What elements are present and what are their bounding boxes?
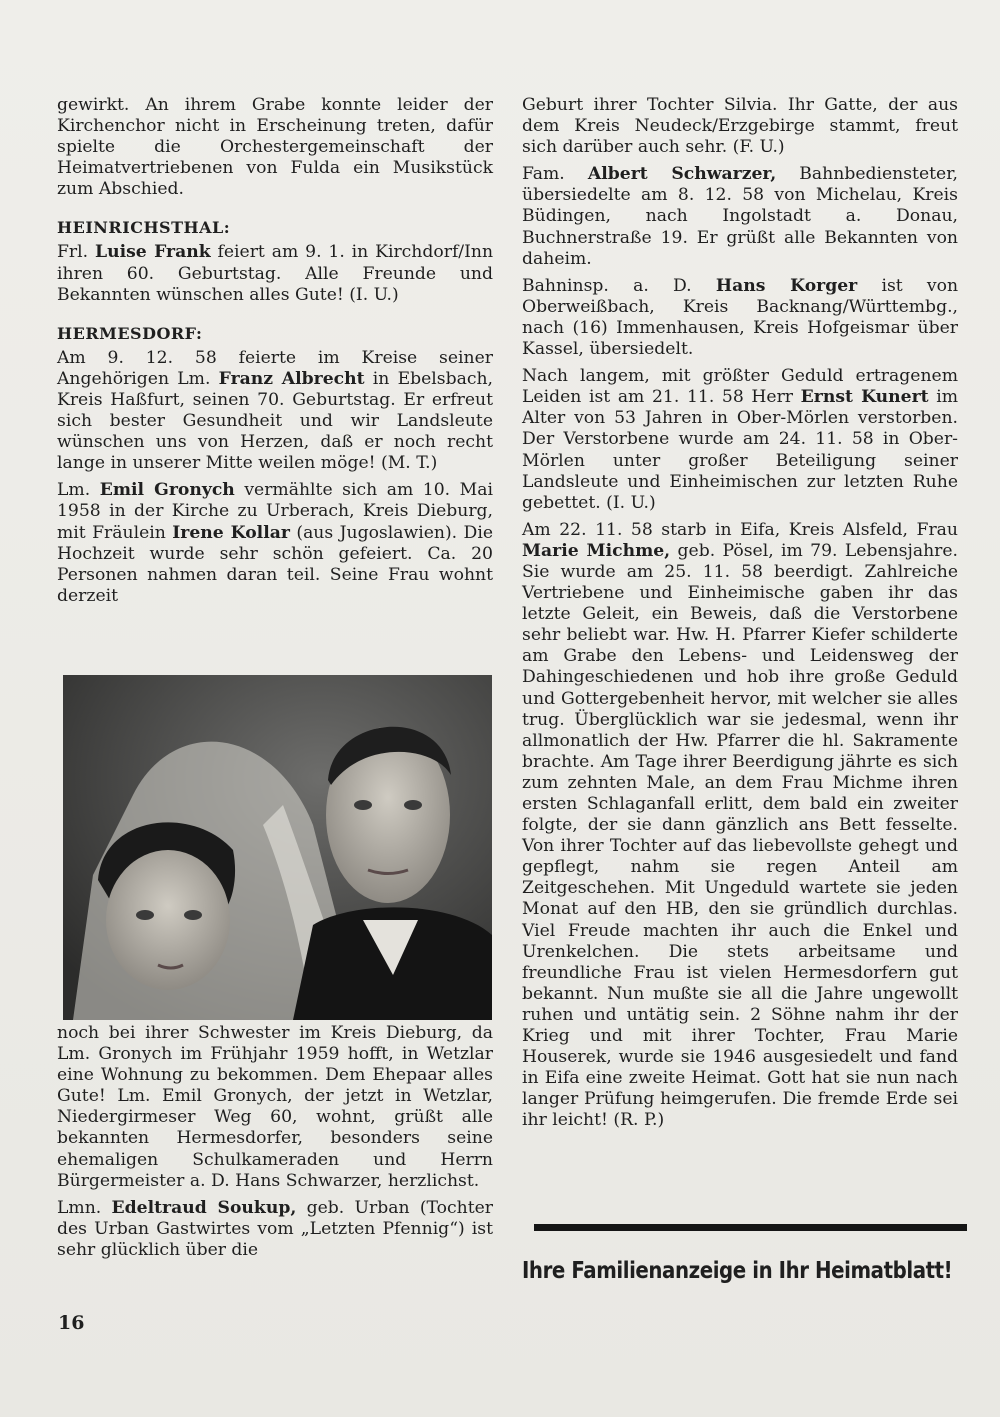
left-column xyxy=(57,95,493,613)
notice-franz-albrecht xyxy=(57,348,493,475)
notice-text: feiert am 9. 1. in Kirchdorf/Inn ihren 60. Geburtstag. Alle Freunde und Bekannten wünschen alles Gute! (I. U.) xyxy=(57,242,494,305)
divider-rule xyxy=(534,1224,967,1231)
wedding-photo xyxy=(63,675,492,1020)
section-heading-heinrichsthal: HEINRICHSTHAL: xyxy=(57,218,231,238)
notice-ernst-kunert xyxy=(522,366,958,514)
left-column-continued xyxy=(57,1023,493,1267)
person-name: Emil Gronych xyxy=(99,480,235,501)
section-heading-hermesdorf: HERMESDORF: xyxy=(57,323,203,343)
person-name: Franz Albrecht xyxy=(218,368,365,389)
person-name: Albert Schwarzer, xyxy=(587,164,777,185)
notice-hans-korger xyxy=(522,276,958,360)
notice-prefix: Am 22. 11. 58 starb in Eifa, Kreis Alsfeld, Frau xyxy=(522,519,958,540)
person-name: Luise Frank xyxy=(95,242,211,263)
notice-prefix: Nach langem, mit größter Geduld ertragenem Leiden ist am 21. 11. 58 Herr xyxy=(522,366,958,408)
page-number: 16 xyxy=(58,1312,85,1334)
notice-silvia-birth: Geburt ihrer Tochter Silvia. Ihr Gatte, der aus dem Kreis Neudeck/Erzgebirge stammt, freut sich darüber auch sehr. (F. U.) xyxy=(522,95,958,158)
notice-emil-gronych-continued: noch bei ihrer Schwester im Kreis Dieburg, da Lm. Gronych im Frühjahr 1959 hofft, in Wetzlar eine Wohnung zu bekommen. Dem Ehepaar alles Gute! Lm. Emil Gronych, der jetzt in Wetzlar, Niedergirmeser Weg 60, wohnt, grüßt alle bekannten Hermesdorfer, besonders seine ehemaligen Schulkameraden und Herrn Bürgermeister a. D. Hans Schwarzer, herzlichst. xyxy=(57,1023,493,1191)
person-name: Edeltraud Soukup, xyxy=(111,1197,297,1218)
intro-paragraph: gewirkt. An ihrem Grabe konnte leider der Kirchenchor nicht in Erscheinung treten, dafür spielte die Orchestergemeinschaft der Heimatvertriebenen von Fulda ein Musikstück zum Abschied. xyxy=(57,95,493,200)
notice-text: geb. Urban (Tochter des Urban Gastwirtes vom „Letzten Pfennig“) ist sehr glücklich über die xyxy=(57,1197,494,1260)
notice-text: vermählte sich am 10. Mai 1958 in der Kirche zu Urberach, Kreis Dieburg, mit Fräulein xyxy=(57,480,493,543)
notice-emil-gronych xyxy=(57,480,493,607)
advertisement-slogan: Ihre Familienanzeige in Ihr Heimatblatt! xyxy=(522,1258,953,1284)
notice-text: ist von Oberweißbach, Kreis Backnang/Württembg., nach (16) Immenhausen, Kreis Hofgeismar über Kassel, übersiedelt. xyxy=(522,275,959,360)
notice-prefix: Am 9. 12. 58 feierte im Kreise seiner Angehörigen Lm. xyxy=(57,347,493,389)
right-column xyxy=(522,95,958,1138)
notice-prefix: Lm. xyxy=(57,480,91,501)
person-name: Marie Michme, xyxy=(522,540,671,561)
notice-prefix: Lmn. xyxy=(57,1197,102,1218)
notice-text: im Alter von 53 Jahren in Ober-Mörlen verstorben. Der Verstorbene wurde am 24. 11. 58 in Ober-Mörlen unter großer Beteiligung seiner Landsleute und Einheimischen zur letzten Ruhe gebettet. (I. U.) xyxy=(522,387,959,513)
person-name: Irene Kollar xyxy=(172,522,290,543)
notice-text: geb. Pösel, im 79. Lebensjahre. Sie wurde am 25. 11. 58 beerdigt. Zahlreiche Vertriebene und Einheimische gaben ihr das letzte Geleit, ein Beweis, daß die Verstorbene sehr beliebt war. Hw. H. Pfarrer Kiefer schilderte am Grabe den Lebens- und Leidensweg der Dahingeschiedenen und hob ihre große Geduld und Gottergebenheit hervor, mit welcher sie alles trug. Überglücklich war sie jedesmal, wenn ihr allmonatlich der Hw. Pfarrer die hl. Sakramente brachte. Am Tage ihrer Beerdigung jährte es sich zum zehnten Male, an dem Frau Michme ihren ersten Schlaganfall erlitt, dem bald ein zweiter folgte, der sie dann gänzlich ans Bett fesselte. Von ihrer Tochter auf das liebevollste gehegt und gepflegt, nahm sie regen Anteil am Zeitgeschehen. Mit Ungeduld wartete sie jeden Monat auf den HB, den sie gründlich durchlas. Viel Freude machten ihr auch die Enkel und Urenkelchen. Die stets arbeitsame und freundliche Frau ist vielen Hermesdorfern gut bekannt. Nun mußte sie all die Jahre ungewollt ruhen und untätig sein. 2 Söhne nahm ihr der Krieg und mit ihrer Tochter, Frau Marie Houserek, wurde sie 1946 ausgesiedelt und fand in Eifa eine zweite Heimat. Gott hat sie nun nach langer Prüfung heimgerufen. Die fremde Erde sei ihr leicht! (R. P.) xyxy=(522,540,958,1131)
person-name: Ernst Kunert xyxy=(800,387,929,408)
notice-edeltraud-soukup xyxy=(57,1198,493,1261)
notice-marie-michme xyxy=(522,520,958,1132)
notice-prefix: Fam. xyxy=(522,164,565,185)
person-name: Hans Korger xyxy=(715,275,858,296)
notice-albert-schwarzer xyxy=(522,164,958,269)
notice-luise-frank xyxy=(57,242,493,305)
notice-prefix: Frl. xyxy=(57,242,89,263)
notice-prefix: Bahninsp. a. D. xyxy=(522,275,692,296)
notice-text: (aus Jugoslawien). Die Hochzeit wurde sehr schön gefeiert. Ca. 20 Personen nahmen daran teil. Seine Frau wohnt derzeit xyxy=(57,522,493,606)
notice-text: Bahnbediensteter, übersiedelte am 8. 12. 58 von Michelau, Kreis Büdingen, nach Ingolstadt a. Donau, Buchnerstraße 19. Er grüßt alle Bekannten von daheim. xyxy=(522,164,958,269)
notice-text: in Ebelsbach, Kreis Haßfurt, seinen 70. Geburtstag. Er erfreut sich bester Gesundheit und wir Landsleute wünschen uns von Herzen, daß er noch recht lange in unserer Mitte weilen möge! (M. T.) xyxy=(57,368,494,474)
